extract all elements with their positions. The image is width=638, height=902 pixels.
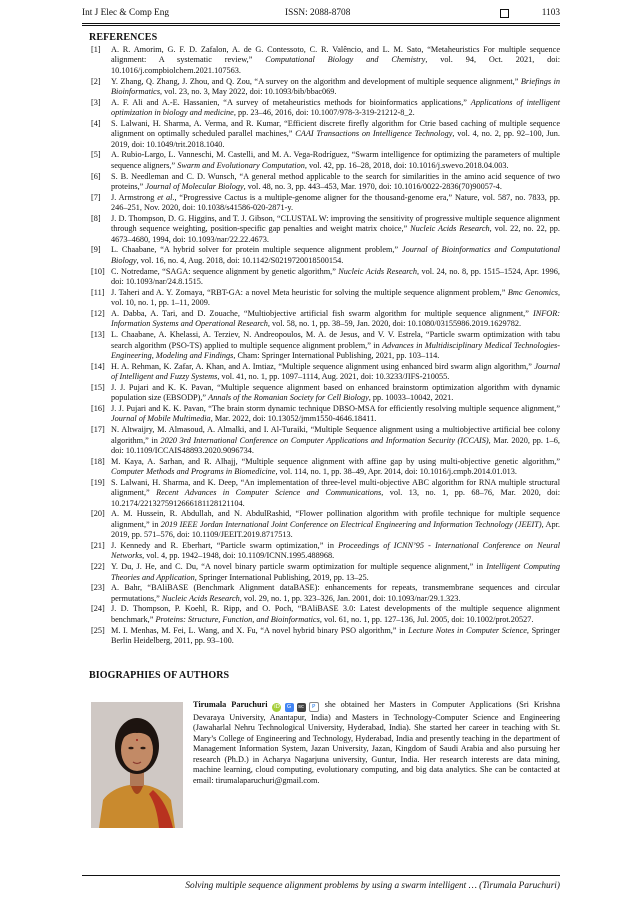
reference-text: J. D. Thompson, P. Koehl, R. Ripp, and O. Poch, “BAliBASE 3.0: Latest developments of the multiple sequence alignment benchmark,” <box>111 604 560 624</box>
reference-item <box>91 267 560 288</box>
footer-rule <box>82 875 560 876</box>
author-bio-text: she obtained her Masters in Computer Applications (Sri Krishna Devaraya University, Anantapur, India) and Masters in Technology-Computer Science and Engineering (Jawaharlal Nehru Technological University, Hyderabad, India). She started her career in teaching with St. Mary’s College of Engineering and Technology, Hyderabad, India and presently teaching in the department of Management Information System, Jazan University, Jazan, Kingdom of Saudi Arabia and also pursuing her research (Ph.D.) in Acharya Nagarjuna university, Guntur, India. Her research interests are data mining, machine learning, cloud computing, evolutionary computing, and big data analytics. She can be contacted at email: tirumalaparuchuri@gmail.com. <box>193 700 560 785</box>
reference-number: [9] <box>91 245 101 255</box>
reference-details: , pp. 23–46, 2016, doi: 10.1007/978-3-319-21212-8_2. <box>233 108 415 118</box>
reference-details: , pp. 10033–10042, 2021. <box>368 393 454 403</box>
reference-number: [12] <box>91 308 105 318</box>
reference-number: [21] <box>91 540 105 550</box>
reference-source: Lecture Notes in Computer Science <box>408 625 527 635</box>
reference-number: [2] <box>91 76 101 86</box>
reference-item <box>91 478 560 509</box>
reference-text: A. R. Amorim, G. F. D. Zafalon, A. de G. Contessoto, C. R. Valêncio, and L. M. Sato, “Metaheuristics For multiple sequence alignment: A systematic review,” <box>111 45 560 65</box>
reference-item <box>91 288 560 309</box>
reference-details: , Apr. 2019, pp. 571–576, doi: 10.1109/JEEIT.2019.8717513. <box>111 519 560 540</box>
reference-item <box>91 509 560 540</box>
reference-text: A. F. Ali and A.-E. Hassanien, “A survey of metaheuristics methods for bioinformatics applications,” <box>111 97 471 107</box>
running-header <box>82 8 560 22</box>
reference-number: [14] <box>91 361 105 371</box>
reference-number: [3] <box>91 97 101 107</box>
reference-details: , Springer International Publishing, 2019, pp. 13–25. <box>194 572 369 582</box>
reference-details: , “Progressive Cactus is a multiple-genome aligner for the thousand-genome era,” Nature, vol. 587, no. 7833, pp. 246–251, Nov. 2020, doi: 10.1038/s41586-020-2871-y. <box>111 192 560 213</box>
reference-text: N. Altwaijry, M. Almasoud, A. Almalki, and I. Al-Turaiki, “Multiple Sequence alignment using a multiobjective artificial bee colony algorithm,” in <box>111 425 560 445</box>
reference-item <box>91 309 560 330</box>
reference-item <box>91 150 560 171</box>
reference-source: Applications of intelligent optimization in biology and medicine <box>111 97 561 118</box>
reference-item <box>91 541 560 562</box>
reference-item <box>91 457 560 478</box>
reference-source: Journal of Molecular Biology <box>145 182 244 191</box>
google-scholar-icon[interactable]: G <box>285 703 294 712</box>
reference-number: [23] <box>91 583 105 593</box>
reference-details: , vol. 29, no. 1, pp. 323–326, Jan. 2001, doi: 10.1093/nar/29.1.323. <box>239 593 461 603</box>
reference-text: S. Lalwani, H. Sharma, A. Verma, and R. Kumar, “Efficient discrete firefly algorithm for Ctrie based caching of multiple sequence alignment on optimally scheduled parallel machines,” <box>111 118 560 139</box>
reference-text: J. J. Pujari and K. K. Pavan, “The brain storm dynamic technique DBSO-MSA for efficiently resolving multiple sequence alignment,” <box>111 403 560 413</box>
reference-text: A. M. Hussein, R. Abdullah, and N. AbdulRashid, “Flower pollination algorithm with profile technique for multiple sequence alignment,” in <box>111 509 560 529</box>
reference-number: [11] <box>91 287 105 297</box>
reference-text: J. J. Pujari and K. K. Pavan, “Multiple sequence alignment based on enhanced brainstorm optimization algorithm with dynamic population size (EBSODP),” <box>111 382 560 403</box>
reference-details: , vol. 41, no. 1, pp. 1097–1114, Aug. 2021, doi: 10.3233/JIFS-210055. <box>217 372 450 382</box>
reference-item <box>91 77 560 98</box>
reference-item <box>91 172 560 193</box>
reference-item <box>91 626 560 647</box>
reference-item <box>91 362 560 383</box>
reference-text: C. Notredame, “SAGA: sequence alignment by genetic algorithm,” <box>111 266 339 276</box>
reference-number: [19] <box>91 477 105 487</box>
scopus-icon[interactable]: sc <box>298 703 305 710</box>
reference-source: Journal of Intelligent and Fuzzy Systems <box>111 361 560 382</box>
reference-source: Journal of Mobile Multimedia <box>111 414 211 424</box>
reference-number: [16] <box>91 403 105 413</box>
reference-item <box>91 119 560 150</box>
reference-source: Intelligent Computing Theories and Application <box>111 562 561 582</box>
reference-details: , Mar. 2022, doi: 10.13052/jmm1550-4646.18411. <box>210 414 377 424</box>
reference-item <box>91 425 560 456</box>
page-number: 1103 <box>541 8 560 18</box>
reference-text: A. Bahr, “BAliBASE (Benchmark Alignment dataBASE): enhancements for repeats, transmembrane sequences and circular permutations,” <box>111 583 560 603</box>
reference-details: , Springer Berlin Heidelberg, 2011, pp. 93–100. <box>111 625 560 645</box>
reference-details: , vol. 22, no. 22, pp. 4673–4680, 1994, doi: 10.1093/nar/22.22.4673. <box>111 224 560 244</box>
reference-number: [17] <box>91 425 105 435</box>
reference-details: , Cham: Springer International Publishing, 2021, pp. 103–114. <box>233 350 440 360</box>
reference-number: [5] <box>91 150 101 160</box>
reference-source: Briefings in Bioinformatics <box>111 76 560 96</box>
journal-name: Int J Elec & Comp Eng <box>82 8 170 18</box>
reference-text: S. Lalwani, H. Sharma, and K. Deep, “An implementation of three-level multi-objective ABC algorithm for RNA multiple structural alignment,” <box>111 477 560 498</box>
web-of-science-icon[interactable]: P <box>309 702 319 712</box>
reference-item <box>91 583 560 604</box>
reference-details: , vol. 10, no. 1, pp. 1–11, 2009. <box>111 287 561 308</box>
reference-text: A. Rubio-Largo, L. Vanneschi, M. Castelli, and M. A. Vega-Rodríguez, “Swarm intelligence for optimizing the parameters of multiple sequence aligners,” <box>111 150 560 170</box>
reference-list <box>91 45 560 647</box>
reference-number: [13] <box>91 330 105 340</box>
reference-item <box>91 245 560 266</box>
reference-number: [10] <box>91 266 105 276</box>
reference-item <box>91 45 560 76</box>
reference-text: Y. Du, J. He, and C. Du, “A novel binary particle swarm optimization for multiple sequence alignment,” in <box>111 562 487 572</box>
reference-details: , Mar. 2020, pp. 1–6, doi: 10.1109/ICCAIS48893.2020.9096734. <box>111 435 560 455</box>
reference-text: M. I. Menhas, M. Fei, L. Wang, and X. Fu, “A novel hybrid binary PSO algorithm,” in <box>111 625 409 635</box>
reference-item <box>91 330 560 361</box>
reference-source: Bmc Genomics <box>507 287 558 297</box>
reference-item <box>91 562 560 583</box>
checkbox-square-icon <box>500 9 509 18</box>
reference-source: 2020 3rd International Conference on Computer Applications and Information Security (ICCAIS) <box>160 435 489 445</box>
reference-number: [7] <box>91 192 101 202</box>
reference-number: [25] <box>91 625 105 635</box>
reference-number: [15] <box>91 382 105 392</box>
biographies-heading: BIOGRAPHIES OF AUTHORS <box>89 670 230 681</box>
reference-details: , vol. 61, no. 1, pp. 127–136, Jul. 2005, doi: 10.1002/prot.20527. <box>319 614 534 624</box>
reference-source: Nucleic Acids Research <box>161 593 240 603</box>
reference-item <box>91 214 560 245</box>
reference-item <box>91 404 560 425</box>
reference-text: Y. Zhang, Q. Zhang, J. Zhou, and Q. Zou, “A survey on the algorithm and development of multiple sequence alignment,” <box>111 76 521 86</box>
author-photo <box>91 702 183 828</box>
reference-source: Annals of the Romanian Society for Cell Biology <box>208 393 369 403</box>
author-name: Tirumala Paruchuri <box>193 700 268 709</box>
reference-source: Recent Advances in Computer Science and Communications <box>156 488 382 498</box>
reference-number: [22] <box>91 562 105 572</box>
reference-source: CAAI Transactions on Intelligence Technology <box>295 129 453 139</box>
reference-source: Computational Biology and Chemistry <box>265 55 426 65</box>
reference-item <box>91 383 560 404</box>
reference-details: , vol. 48, no. 3, pp. 443–453, Mar. 1970, doi: 10.1016/0022-2836(70)90057-4. <box>243 182 502 191</box>
reference-details: , vol. 23, no. 3, May 2022, doi: 10.1093/bib/bbac069. <box>160 86 337 96</box>
header-rule-thin <box>82 25 560 26</box>
reference-details: , vol. 42, pp. 16–28, 2018, doi: 10.1016/j.swevo.2018.04.003. <box>304 160 509 170</box>
reference-text: S. B. Needleman and C. D. Wunsch, “A general method applicable to the search for similarities in the amino acid sequence of two proteins,” <box>111 171 560 191</box>
reference-source: Swarm and Evolutionary Computation <box>177 160 305 170</box>
reference-number: [20] <box>91 509 105 519</box>
issn: ISSN: 2088-8708 <box>285 8 351 18</box>
reference-source: Journal of Bioinformatics and Computational Biology <box>111 245 560 265</box>
reference-source: Computer Methods and Programs in Biomedicine <box>111 467 276 477</box>
running-footer: Solving multiple sequence alignment problems by using a swarm intelligent … (Tirumala Paruchuri) <box>185 881 560 891</box>
author-biography <box>193 700 560 786</box>
reference-details: , vol. 114, no. 1, pp. 38–49, Apr. 2014, doi: 10.1016/j.cmpb.2014.01.013. <box>275 467 517 477</box>
reference-source: 2019 IEEE Jordan International Joint Conference on Electrical Engineering and Information Technology (JEEIT) <box>160 519 542 529</box>
reference-number: [4] <box>91 118 101 128</box>
reference-source: Proteins: Structure, Function, and Bioinformatics <box>155 614 320 624</box>
reference-text: M. Kaya, A. Sarhan, and R. Alhajj, “Multiple sequence alignment with affine gap by using multi-objective genetic algorithm,” <box>111 456 560 466</box>
reference-source: Nucleic Acids Research <box>410 224 490 234</box>
reference-text: J. Kennedy and R. Eberhart, “Particle swarm optimization,” in <box>111 540 339 550</box>
references-heading: REFERENCES <box>89 32 158 43</box>
orcid-icon[interactable]: iD <box>274 703 280 710</box>
reference-item <box>91 193 560 214</box>
reference-number: [1] <box>91 45 101 54</box>
reference-text: L. Chaabane, A. Khelassi, A. Terziev, N. Andreopoulos, M. A. de Jesus, and V. V. Estrela, “Particle swarm optimization with tabu search algorithm (PSO-TS) applied to multiple sequence alignment problem,” in <box>111 330 560 350</box>
author-profile-icons <box>272 702 319 713</box>
reference-details: , vol. 4, no. 2, pp. 92–100, Jun. 2019, doi: 10.1049/trit.2018.1040. <box>111 129 560 149</box>
reference-details: , vol. 58, no. 1, pp. 38–59, Jan. 2020, doi: 10.1080/03155986.2019.1629782. <box>267 319 522 329</box>
header-rule <box>82 23 560 24</box>
reference-details: , vol. 24, no. 8, pp. 1515–1524, Apr. 1996, doi: 10.1093/nar/24.8.1515. <box>111 266 560 287</box>
reference-details: , vol. 13, no. 1, pp. 68–76, Mar. 2020, doi: 10.2174/2213275912666181128121104. <box>111 488 560 508</box>
reference-details: , vol. 4, pp. 1942–1948, doi: 10.1109/ICNN.1995.488968. <box>142 551 335 561</box>
reference-text: J. Taheri and A. Y. Zomaya, “RBT-GA: a novel Meta heuristic for solving the multiple sequence alignment problem,” <box>111 287 508 297</box>
reference-text: H. A. Rehman, K. Zafar, A. Khan, and A. Imtiaz, “Multiple sequence alignment using enhanced bird swarm align algorithm,” <box>111 361 535 371</box>
reference-number: [24] <box>91 604 105 614</box>
reference-text: J. Armstrong <box>111 192 158 202</box>
reference-details: , vol. 16, no. 4, Aug. 2018, doi: 10.1142/S0219720018500154. <box>136 255 344 265</box>
reference-number: [6] <box>91 171 101 181</box>
reference-source: Advances in Multidisciplinary Medical Technologies-Engineering, Modeling and Findings <box>111 340 560 360</box>
reference-details: , vol. 94, Oct. 2021, doi: 10.1016/j.compbiolchem.2021.107563. <box>111 55 560 75</box>
reference-source: INFOR: Information Systems and Operational Research <box>111 308 560 329</box>
reference-item <box>91 604 560 625</box>
reference-number: [8] <box>91 213 101 223</box>
reference-text: A. Dabba, A. Tari, and D. Zouache, “Multiobjective artificial fish swarm algorithm for multiple sequence alignment,” <box>111 308 533 318</box>
reference-text: L. Chaabane, “A hybrid solver for protein multiple sequence alignment problem,” <box>111 245 402 255</box>
reference-source: et al. <box>157 192 175 202</box>
reference-source: Nucleic Acids Research <box>338 266 417 276</box>
reference-item <box>91 98 560 119</box>
reference-source: Proceedings of ICNN’95 - International Conference on Neural Networks <box>111 540 560 561</box>
reference-text: J. D. Thompson, D. G. Higgins, and T. J. Gibson, “CLUSTAL W: improving the sensitivity of progressive multiple sequence alignment through sequence weighting, position-specific gap penalties and weight matrix choice,” <box>111 213 560 234</box>
reference-number: [18] <box>91 456 105 466</box>
